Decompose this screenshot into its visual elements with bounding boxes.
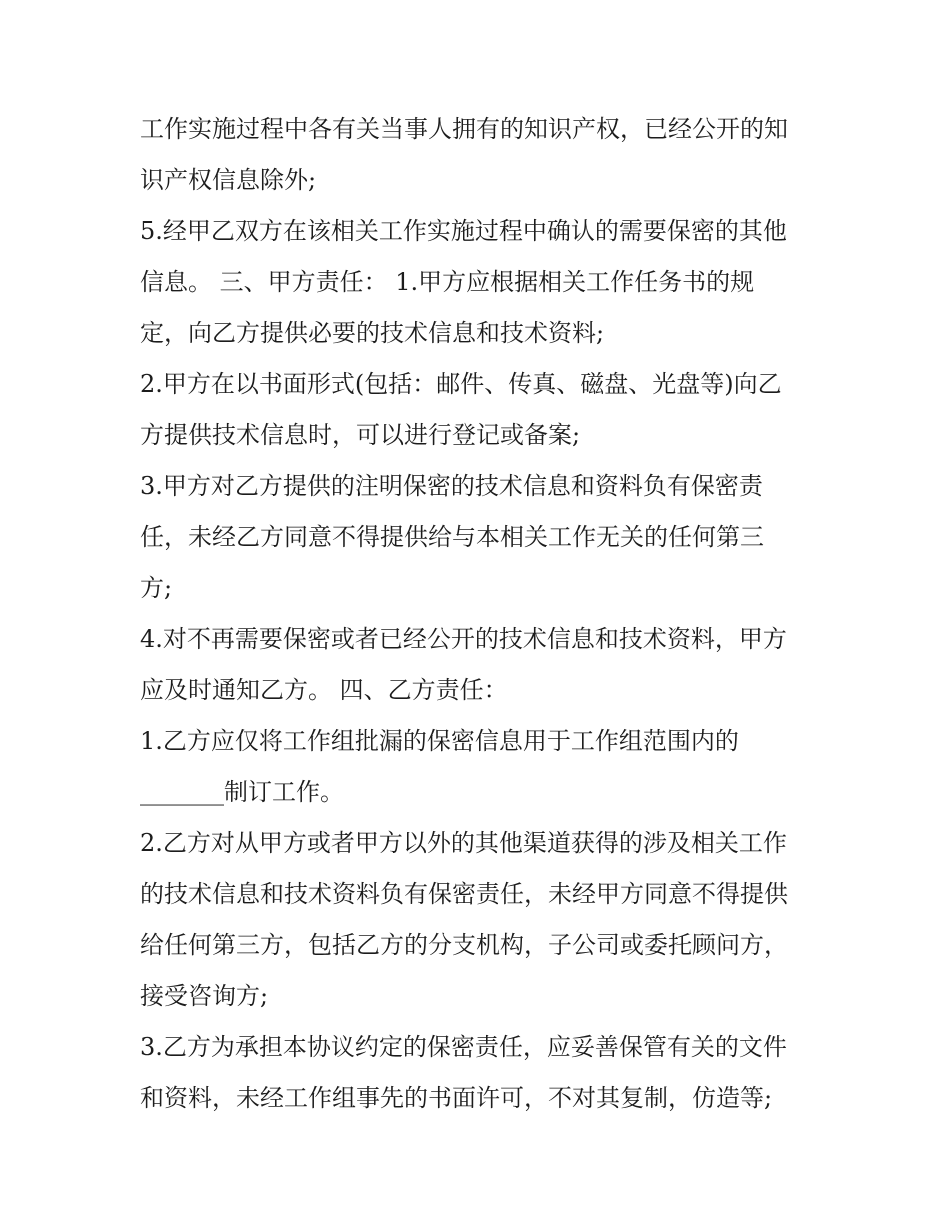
text-line: _______制订工作。: [140, 778, 344, 806]
text-line: 任，未经乙方同意不得提供给与本相关工作无关的任何第三: [140, 523, 764, 551]
text-line: 2.乙方对从甲方或者甲方以外的其他渠道获得的涉及相关工作: [140, 829, 787, 857]
text-line: 定，向乙方提供必要的技术信息和技术资料;: [140, 319, 605, 347]
text-line: 和资料，未经工作组事先的书面许可，不对其复制，仿造等;: [140, 1084, 773, 1112]
text-line: 1.乙方应仅将工作组批漏的保密信息用于工作组范围内的: [140, 727, 739, 755]
text-line: 方;: [140, 574, 173, 602]
text-line: 的技术信息和技术资料负有保密责任，未经甲方同意不得提供: [140, 880, 788, 908]
text-line: 应及时通知乙方。 四、乙方责任：: [140, 676, 508, 704]
text-line: 方提供技术信息时，可以进行登记或备案;: [140, 421, 581, 449]
text-line: 3.乙方为承担本协议约定的保密责任，应妥善保管有关的文件: [140, 1033, 787, 1061]
document-body: [140, 104, 820, 1124]
text-line: 2.甲方在以书面形式(包括：邮件、传真、磁盘、光盘等)向乙: [140, 370, 782, 398]
text-line: 工作实施过程中各有关当事人拥有的知识产权，已经公开的知: [140, 115, 788, 143]
text-line: 信息。 三、甲方责任： 1.甲方应根据相关工作任务书的规: [140, 268, 755, 296]
text-line: 接受咨询方;: [140, 982, 269, 1010]
text-line: 5.经甲乙双方在该相关工作实施过程中确认的需要保密的其他: [140, 217, 787, 245]
text-line: 识产权信息除外;: [140, 166, 317, 194]
text-line: 给任何第三方，包括乙方的分支机构，子公司或委托顾问方，: [140, 931, 788, 959]
text-line: 4.对不再需要保密或者已经公开的技术信息和技术资料，甲方: [140, 625, 787, 653]
text-line: 3.甲方对乙方提供的注明保密的技术信息和资料负有保密责: [140, 472, 763, 500]
